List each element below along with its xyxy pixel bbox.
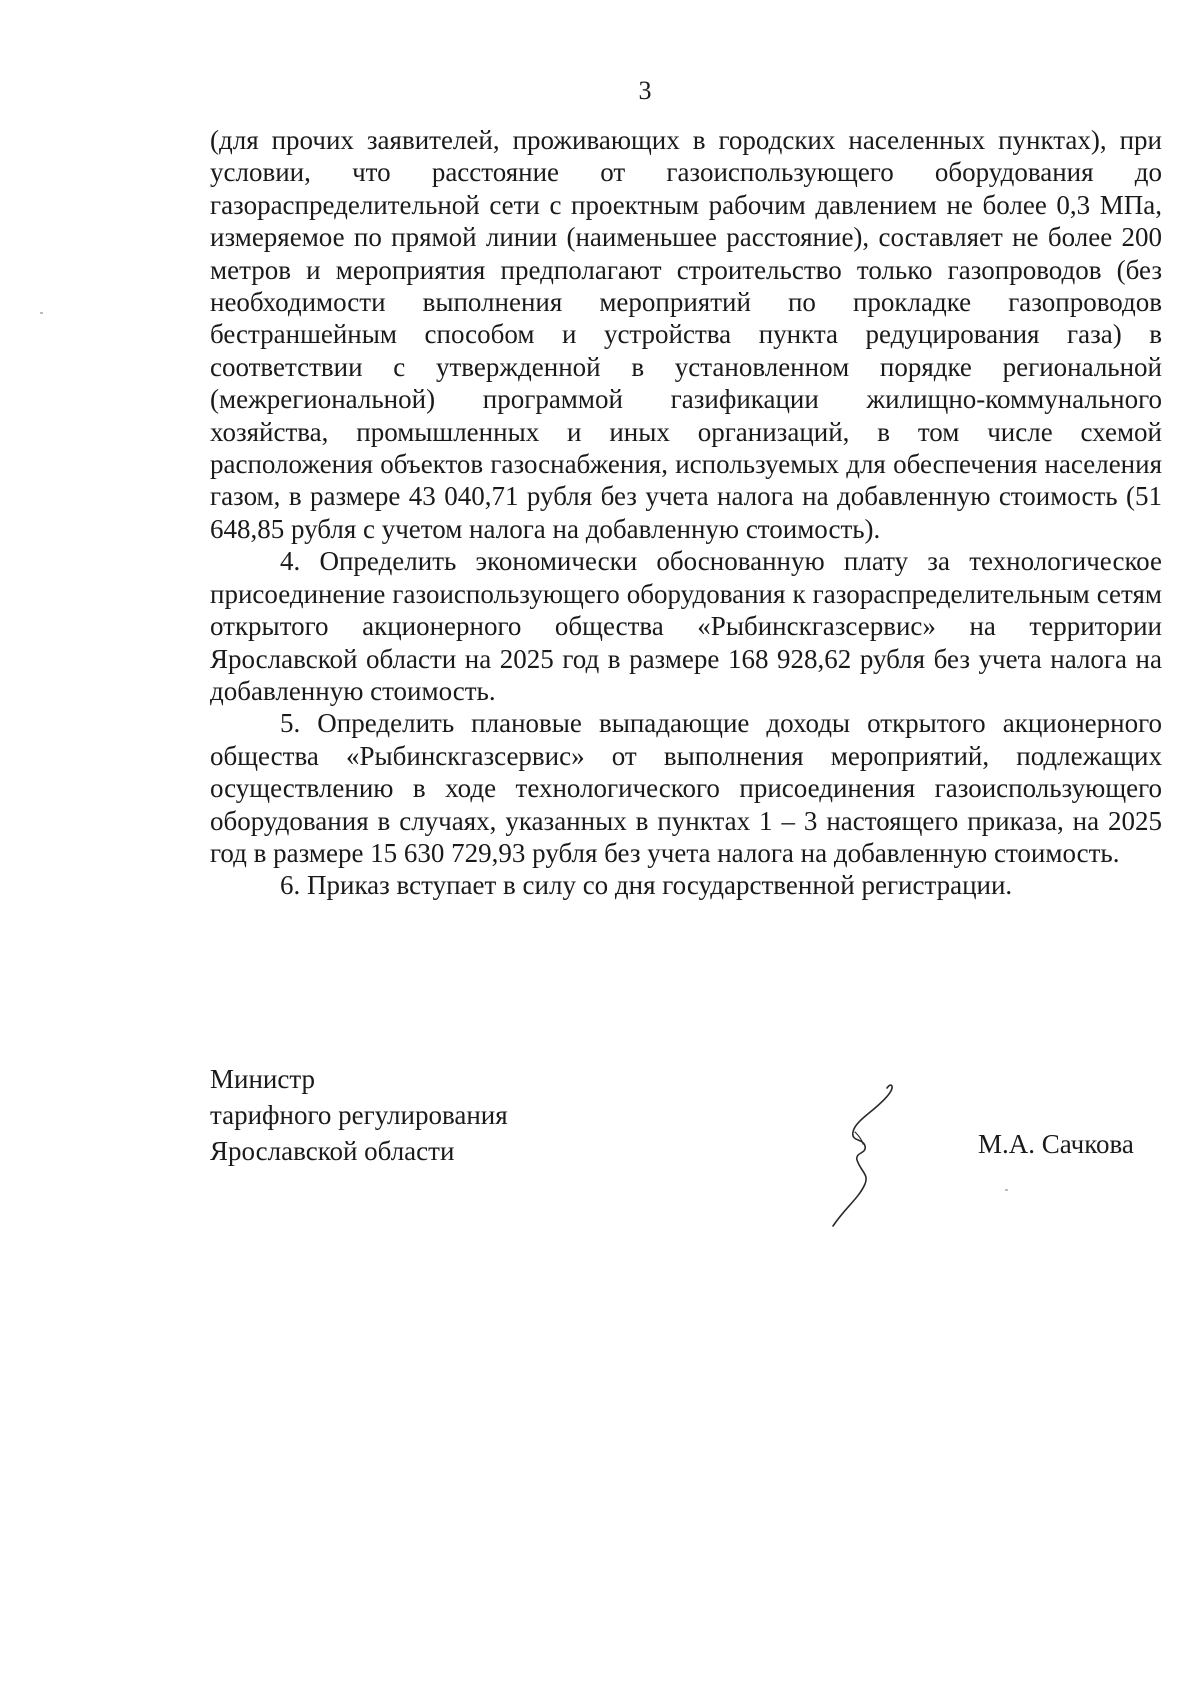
scan-speck	[1005, 1189, 1008, 1191]
paragraph-5: 5. Определить плановые выпадающие доходы открытого акционерного общества «Рыбинскгазсервис» от выполнения мероприятий, подлежащих осуществлению в ходе технологического присоединения газоиспользующего оборудования в случаях, указанных в пунктах 1 – 3 настоящего приказа, на 2025 год в размере 15 630 729,93 рубля без учета налога на добавленную стоимость.	[210, 708, 1162, 868]
paragraph-6: 6. Приказ вступает в силу со дня государственной регистрации.	[280, 870, 1013, 901]
page-number: 3	[638, 76, 652, 105]
signer-position-line: Министр	[210, 1064, 315, 1094]
signer-position	[210, 1061, 508, 1169]
handwritten-signature	[815, 1080, 905, 1230]
signer-position-line: тарифного регулирования	[210, 1100, 508, 1130]
signer-name: М.А. Сачкова	[978, 1129, 1134, 1159]
signer-position-line: Ярославской области	[210, 1136, 455, 1166]
document-body	[210, 124, 1162, 902]
scan-speck	[40, 312, 43, 314]
paragraph-3-continuation: (для прочих заявителей, проживающих в городских населенных пунктах), при условии, что расстояние от газоиспользующего оборудования до газораспределительной сети с проектным рабочим давлением не более 0,3 МПа, измеряемое по прямой линии (наименьшее расстояние), составляет не более 200 метров и мероприятия предполагают строительство только газопроводов (без необходимости выполнения мероприятий по прокладке газопроводов бестраншейным способом и устройства пункта редуцирования газа) в соответствии с утвержденной в установленном порядке региональной (межрегиональной) программой газификации жилищно-коммунального хозяйства, промышленных и иных организаций, в том числе схемой расположения объектов газоснабжения, используемых для обеспечения населения газом, в размере 43 040,71 рубля без учета налога на добавленную стоимость (51 648,85 рубля с учетом налога на добавленную стоимость).	[210, 125, 1162, 544]
paragraph-4: 4. Определить экономически обоснованную плату за технологическое присоединение газоиспользующего оборудования к газораспределительным сетям открытого акционерного общества «Рыбинскгазсервис» на территории Ярославской области на 2025 год в размере 168 928,62 рубля без учета налога на добавленную стоимость.	[210, 546, 1162, 706]
